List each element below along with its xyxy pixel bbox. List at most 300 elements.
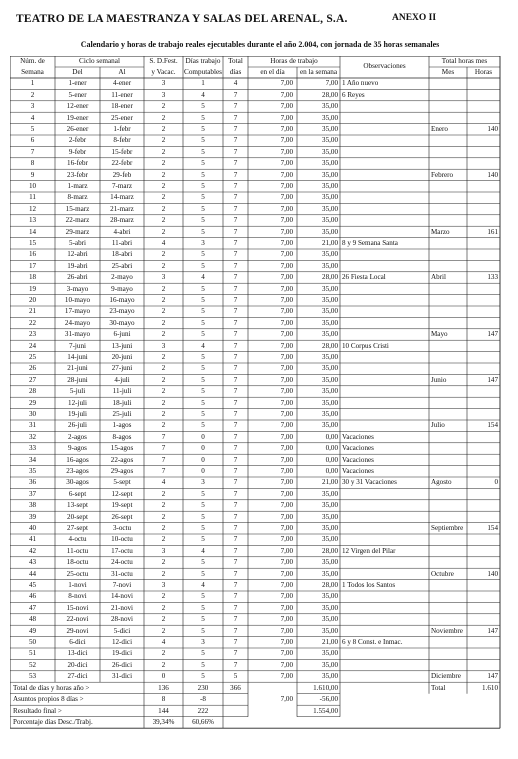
week-start: 21-juni bbox=[67, 364, 88, 373]
work-days-count: 5 bbox=[201, 672, 205, 681]
hours-per-week: 35,00 bbox=[322, 558, 338, 567]
week-number: 21 bbox=[28, 307, 37, 316]
week-number: 49 bbox=[28, 626, 37, 635]
total-days: 7 bbox=[233, 387, 238, 396]
week-end: 25-ener bbox=[111, 113, 133, 122]
hours-per-week: 21,00 bbox=[322, 478, 338, 487]
work-days-count: 0 bbox=[201, 432, 205, 441]
total-days: 7 bbox=[233, 159, 238, 168]
hours-per-day: 7,00 bbox=[280, 398, 293, 407]
totals-days bbox=[223, 694, 248, 705]
total-days: 7 bbox=[233, 341, 238, 350]
holidays-count: 2 bbox=[161, 592, 166, 601]
hours-per-day: 7,00 bbox=[280, 250, 293, 259]
month-name: Febrero bbox=[431, 170, 454, 179]
work-days-count: 5 bbox=[201, 569, 205, 578]
hours-per-week: 7,00 bbox=[325, 79, 338, 88]
week-end: 26-sept bbox=[111, 512, 133, 521]
week-start: 30-agos bbox=[66, 478, 89, 487]
week-number: 46 bbox=[28, 592, 37, 601]
total-days: 7 bbox=[233, 227, 238, 236]
hours-per-week: 0,00 bbox=[325, 455, 338, 464]
hours-per-day: 7,00 bbox=[280, 147, 293, 156]
hours-per-week: 35,00 bbox=[322, 592, 338, 601]
week-end: 4-abri bbox=[113, 227, 131, 236]
total-days: 7 bbox=[233, 478, 238, 487]
week-end: 18-abri bbox=[111, 250, 133, 259]
work-days-count: 5 bbox=[201, 558, 205, 567]
holidays-count: 2 bbox=[161, 181, 166, 190]
observation-text: 30 y 31 Vacaciones bbox=[342, 478, 397, 487]
week-number: 34 bbox=[28, 455, 37, 464]
total-days: 7 bbox=[233, 523, 238, 532]
week-end: 4-ener bbox=[112, 79, 132, 88]
header-to: Al bbox=[118, 68, 126, 76]
hours-per-day: 7,00 bbox=[280, 113, 293, 122]
hours-per-week: 28,00 bbox=[322, 580, 338, 589]
observation-text: Vacaciones bbox=[342, 444, 374, 453]
hours-per-week: 35,00 bbox=[322, 603, 338, 612]
hours-per-day: 7,00 bbox=[280, 489, 293, 498]
holidays-count: 4 bbox=[161, 478, 166, 487]
header-hours-week: en la semana bbox=[299, 68, 338, 76]
week-end: 25-juli bbox=[112, 409, 132, 418]
month-hours: 147 bbox=[487, 626, 498, 635]
work-days-count: 5 bbox=[201, 124, 205, 133]
total-days: 7 bbox=[233, 330, 238, 339]
holidays-count: 2 bbox=[161, 295, 166, 304]
holidays-count: 3 bbox=[161, 90, 166, 99]
total-days: 7 bbox=[233, 307, 238, 316]
week-end: 23-mayo bbox=[109, 307, 135, 316]
observation-text bbox=[342, 170, 428, 181]
header-total-days: Total bbox=[228, 57, 243, 65]
week-end: 16-mayo bbox=[109, 295, 135, 304]
observation-text bbox=[342, 135, 428, 146]
week-start: 20-sept bbox=[67, 512, 88, 521]
observation-text bbox=[342, 614, 428, 625]
work-days-count: 5 bbox=[201, 523, 205, 532]
hours-per-day: 7,00 bbox=[280, 672, 293, 681]
hours-per-day: 7,00 bbox=[280, 592, 293, 601]
totals-work-days: 230 bbox=[197, 683, 209, 692]
hours-per-week: 35,00 bbox=[322, 409, 338, 418]
observation-text bbox=[342, 295, 428, 306]
month-hours: 0 bbox=[494, 478, 498, 487]
total-days: 4 bbox=[233, 79, 238, 88]
week-number: 28 bbox=[28, 387, 37, 396]
week-start: 8-novi bbox=[68, 592, 87, 601]
week-start: 29-novi bbox=[66, 626, 89, 635]
totals-holidays: 144 bbox=[158, 706, 169, 715]
holidays-count: 2 bbox=[161, 124, 166, 133]
month-name: Diciembre bbox=[431, 672, 461, 681]
holidays-count: 2 bbox=[161, 102, 166, 111]
hours-per-week: 21,00 bbox=[322, 637, 338, 646]
week-end: 15-agos bbox=[110, 444, 134, 453]
week-number: 37 bbox=[28, 489, 37, 498]
hours-per-week: 35,00 bbox=[322, 295, 338, 304]
totals-month-hours bbox=[467, 717, 498, 728]
work-days-count: 5 bbox=[201, 159, 205, 168]
week-number: 2 bbox=[30, 90, 35, 99]
week-end: 19-dici bbox=[111, 649, 133, 658]
week-start: 27-dici bbox=[67, 672, 88, 681]
total-days: 7 bbox=[233, 375, 238, 384]
observation-text bbox=[342, 512, 428, 523]
hours-per-day: 7,00 bbox=[280, 364, 293, 373]
observation-text: 6 Reyes bbox=[342, 90, 365, 99]
week-start: 6-dici bbox=[69, 637, 86, 646]
week-start: 15-novi bbox=[66, 603, 89, 612]
hours-per-day: 7,00 bbox=[280, 478, 293, 487]
week-start: 13-dici bbox=[67, 649, 88, 658]
work-days-count: 5 bbox=[201, 147, 205, 156]
hours-per-day: 7,00 bbox=[280, 227, 293, 236]
week-end: 26-dici bbox=[111, 660, 133, 669]
total-days: 7 bbox=[233, 444, 238, 453]
holidays-count: 2 bbox=[161, 535, 166, 544]
holidays-count: 2 bbox=[161, 615, 166, 624]
header-work-days-2: Computables bbox=[184, 68, 222, 76]
holidays-count: 2 bbox=[161, 660, 166, 669]
week-number: 26 bbox=[28, 364, 37, 373]
month-name: Septiembre bbox=[431, 523, 464, 532]
work-calendar-table bbox=[10, 56, 510, 753]
week-end: 20-juni bbox=[111, 352, 133, 361]
hours-per-day: 7,00 bbox=[280, 102, 293, 111]
total-days: 7 bbox=[233, 170, 238, 179]
hours-per-week: 35,00 bbox=[322, 216, 338, 225]
week-start: 20-dici bbox=[67, 660, 88, 669]
observation-text bbox=[342, 124, 428, 135]
header-work-hours: Horas de trabajo bbox=[270, 57, 318, 65]
week-number: 43 bbox=[28, 558, 37, 567]
total-days: 7 bbox=[233, 580, 238, 589]
hours-per-day: 7,00 bbox=[280, 136, 293, 145]
hours-per-day: 7,00 bbox=[280, 660, 293, 669]
hours-per-day: 7,00 bbox=[280, 466, 293, 475]
work-days-count: 0 bbox=[201, 455, 205, 464]
month-hours: 147 bbox=[487, 672, 498, 681]
total-days: 7 bbox=[233, 181, 238, 190]
week-start: 31-mayo bbox=[64, 330, 91, 339]
hours-per-day: 7,00 bbox=[280, 637, 293, 646]
observation-text bbox=[342, 591, 428, 602]
week-end: 10-octu bbox=[111, 535, 133, 544]
hours-per-week: 35,00 bbox=[322, 181, 338, 190]
total-days: 7 bbox=[233, 352, 238, 361]
total-days: 7 bbox=[233, 318, 238, 327]
hours-per-day: 7,00 bbox=[280, 387, 293, 396]
week-start: 16-agos bbox=[66, 455, 89, 464]
week-end: 18-juli bbox=[112, 398, 132, 407]
work-days-count: 1 bbox=[201, 79, 205, 88]
hours-per-day: 7,00 bbox=[280, 318, 293, 327]
header-hours: Horas bbox=[474, 68, 493, 76]
total-days: 7 bbox=[233, 615, 238, 624]
week-number: 3 bbox=[30, 102, 35, 111]
observation-text: Vacaciones bbox=[342, 432, 374, 441]
hours-per-day: 7,00 bbox=[280, 216, 293, 225]
week-end: 1-agos bbox=[112, 421, 132, 430]
hours-per-day: 7,00 bbox=[280, 444, 293, 453]
week-start: 22-novi bbox=[66, 615, 89, 624]
observation-text bbox=[342, 500, 428, 511]
total-days: 7 bbox=[233, 124, 238, 133]
week-end: 8-febr bbox=[113, 136, 131, 145]
hours-per-week: 0,00 bbox=[325, 466, 338, 475]
header-week-number: Núm. de bbox=[20, 57, 45, 65]
totals-hours-week: 1.554,00 bbox=[313, 706, 338, 715]
hours-per-week: 28,00 bbox=[322, 341, 338, 350]
header-holidays: S. D.Fest. bbox=[149, 57, 178, 65]
hours-per-week: 35,00 bbox=[322, 136, 338, 145]
holidays-count: 2 bbox=[161, 603, 166, 612]
week-number: 30 bbox=[28, 409, 37, 418]
week-end: 6-juni bbox=[113, 330, 131, 339]
hours-per-day: 7,00 bbox=[280, 90, 293, 99]
header-week-number-2: Semana bbox=[21, 68, 44, 76]
week-end: 29-feb bbox=[112, 170, 132, 179]
totals-work-days: 222 bbox=[197, 706, 209, 715]
holidays-count: 2 bbox=[161, 159, 166, 168]
totals-label: Asuntos propios 8 días > bbox=[13, 695, 84, 703]
week-start: 19-ener bbox=[66, 113, 89, 122]
work-days-count: 5 bbox=[201, 352, 205, 361]
week-number: 35 bbox=[28, 466, 37, 475]
hours-per-day: 7,00 bbox=[280, 295, 293, 304]
hours-per-day: 7,00 bbox=[280, 580, 293, 589]
work-days-count: 5 bbox=[201, 512, 205, 521]
hours-per-week: 35,00 bbox=[322, 284, 338, 293]
observation-text bbox=[342, 569, 428, 580]
week-end: 3-octu bbox=[112, 523, 132, 532]
observation-text bbox=[342, 227, 428, 238]
week-end: 7-novi bbox=[112, 580, 132, 589]
totals-holidays: 8 bbox=[161, 695, 166, 703]
hours-per-day: 7,00 bbox=[280, 79, 293, 88]
week-start: 11-octu bbox=[66, 546, 89, 555]
holidays-count: 2 bbox=[161, 501, 166, 510]
week-number: 18 bbox=[28, 273, 37, 282]
week-start: 5-juli bbox=[69, 387, 86, 396]
week-start: 5-ener bbox=[68, 90, 87, 99]
observation-text bbox=[342, 215, 428, 226]
week-number: 50 bbox=[28, 637, 37, 646]
week-start: 9-agos bbox=[68, 444, 87, 453]
week-end: 5-sept bbox=[113, 478, 131, 487]
week-end: 14-marz bbox=[110, 193, 134, 202]
month-hours: 147 bbox=[487, 375, 498, 384]
week-start: 24-mayo bbox=[64, 318, 91, 327]
holidays-count: 2 bbox=[161, 227, 166, 236]
hours-per-week: 35,00 bbox=[322, 330, 338, 339]
work-days-count: 5 bbox=[201, 649, 205, 658]
work-days-count: 5 bbox=[201, 102, 205, 111]
observation-text: 12 Virgen del Pilar bbox=[342, 546, 396, 555]
observation-text bbox=[342, 648, 428, 659]
week-end: 17-octu bbox=[111, 546, 133, 555]
holidays-count: 2 bbox=[161, 421, 166, 430]
work-days-count: 5 bbox=[201, 227, 205, 236]
document-subtitle: Calendario y horas de trabajo reales ejecutables durante el año 2.004, con jornada de 35 horas semanales bbox=[80, 40, 440, 49]
hours-per-week: 35,00 bbox=[322, 649, 338, 658]
totals-month-label bbox=[431, 717, 466, 728]
work-days-count: 5 bbox=[201, 603, 205, 612]
totals-label: Resultado final > bbox=[13, 706, 62, 715]
observation-text bbox=[342, 626, 428, 637]
hours-per-day: 7,00 bbox=[280, 615, 293, 624]
observation-text: Vacaciones bbox=[342, 455, 374, 464]
week-start: 22-marz bbox=[65, 216, 90, 225]
total-days: 7 bbox=[233, 660, 238, 669]
holidays-count: 2 bbox=[161, 170, 166, 179]
hours-per-week: 35,00 bbox=[322, 159, 338, 168]
totals-hours-day bbox=[248, 683, 293, 694]
holidays-count: 2 bbox=[161, 626, 166, 635]
totals-work-days: 60,66% bbox=[192, 718, 214, 726]
totals-label: Porcentaje días Desc./Trabj. bbox=[13, 718, 93, 726]
header-from: Del bbox=[72, 68, 83, 76]
week-end: 4-juli bbox=[114, 375, 130, 384]
month-hours: 154 bbox=[487, 523, 498, 532]
week-start: 26-ener bbox=[66, 124, 89, 133]
hours-per-week: 35,00 bbox=[322, 569, 338, 578]
week-number: 17 bbox=[28, 261, 37, 270]
hours-per-week: 35,00 bbox=[322, 535, 338, 544]
document-title: TEATRO DE LA MAESTRANZA Y SALAS DEL ARENAL, S.A. bbox=[16, 13, 348, 25]
week-number: 9 bbox=[30, 170, 35, 179]
hours-per-day: 7,00 bbox=[280, 330, 293, 339]
hours-per-day: 7,00 bbox=[280, 421, 293, 430]
observation-text bbox=[342, 284, 428, 295]
observation-text bbox=[342, 352, 428, 363]
week-start: 14-juni bbox=[67, 352, 88, 361]
holidays-count: 7 bbox=[161, 455, 166, 464]
week-end: 5-dici bbox=[113, 626, 131, 635]
work-days-count: 5 bbox=[201, 136, 205, 145]
week-start: 13-sept bbox=[67, 501, 88, 510]
hours-per-week: 28,00 bbox=[322, 273, 338, 282]
total-days: 7 bbox=[233, 501, 238, 510]
month-name: Abril bbox=[431, 273, 446, 282]
observation-text bbox=[342, 261, 428, 272]
week-end: 19-sept bbox=[111, 501, 133, 510]
hours-per-day: 7,00 bbox=[280, 569, 293, 578]
week-end: 11-ener bbox=[111, 90, 133, 99]
observation-text bbox=[342, 603, 428, 614]
holidays-count: 2 bbox=[161, 193, 166, 202]
month-hours: 140 bbox=[487, 569, 498, 578]
hours-per-day: 7,00 bbox=[280, 626, 293, 635]
observation-text: 6 y 8 Const. e Inmac. bbox=[342, 637, 403, 646]
month-hours: 140 bbox=[487, 170, 498, 179]
hours-per-day: 7,00 bbox=[280, 455, 293, 464]
work-days-count: 4 bbox=[201, 341, 205, 350]
hours-per-day: 7,00 bbox=[280, 341, 293, 350]
observation-text bbox=[342, 420, 428, 431]
observation-text bbox=[342, 363, 428, 374]
holidays-count: 7 bbox=[161, 444, 166, 453]
totals-month-label bbox=[431, 706, 466, 717]
totals-month-hours: 1.610 bbox=[482, 683, 498, 692]
week-start: 1-ener bbox=[68, 79, 87, 88]
hours-per-week: 35,00 bbox=[322, 364, 338, 373]
holidays-count: 2 bbox=[161, 569, 166, 578]
month-hours: 140 bbox=[487, 124, 498, 133]
week-start: 26-juli bbox=[68, 421, 87, 430]
week-number: 52 bbox=[28, 660, 37, 669]
week-number: 31 bbox=[28, 421, 37, 430]
week-end: 12-sept bbox=[111, 489, 133, 498]
total-days: 7 bbox=[233, 364, 238, 373]
total-days: 7 bbox=[233, 261, 238, 270]
total-days: 5 bbox=[233, 672, 238, 681]
hours-per-week: 35,00 bbox=[322, 318, 338, 327]
holidays-count: 2 bbox=[161, 147, 166, 156]
hours-per-week: 0,00 bbox=[325, 444, 338, 453]
holidays-count: 0 bbox=[161, 672, 166, 681]
week-number: 39 bbox=[28, 512, 37, 521]
observation-text bbox=[342, 660, 428, 671]
month-name: Noviembre bbox=[431, 626, 463, 635]
hours-per-week: 35,00 bbox=[322, 672, 338, 681]
hours-per-week: 35,00 bbox=[322, 352, 338, 361]
work-days-count: 3 bbox=[201, 238, 205, 247]
week-number: 19 bbox=[28, 284, 37, 293]
week-number: 8 bbox=[30, 159, 35, 168]
week-end: 27-juni bbox=[111, 364, 133, 373]
month-name: Julio bbox=[431, 421, 445, 430]
total-days: 7 bbox=[233, 649, 238, 658]
observation-text bbox=[342, 398, 428, 409]
hours-per-day: 7,00 bbox=[280, 409, 293, 418]
hours-per-week: 35,00 bbox=[322, 124, 338, 133]
header-holidays-2: y Vacac. bbox=[151, 68, 176, 76]
total-days: 7 bbox=[233, 432, 238, 441]
holidays-count: 2 bbox=[161, 364, 166, 373]
totals-hours-week: 1.610,00 bbox=[313, 683, 338, 692]
totals-month-label: Total bbox=[431, 683, 446, 692]
week-number: 11 bbox=[29, 193, 36, 202]
hours-per-week: 21,00 bbox=[322, 238, 338, 247]
work-days-count: 0 bbox=[201, 444, 205, 453]
observation-text bbox=[342, 409, 428, 420]
month-hours: 147 bbox=[487, 330, 498, 339]
work-days-count: 5 bbox=[201, 181, 205, 190]
month-hours: 154 bbox=[487, 421, 498, 430]
total-days: 7 bbox=[233, 569, 238, 578]
week-number: 12 bbox=[28, 204, 37, 213]
holidays-count: 2 bbox=[161, 387, 166, 396]
week-number: 45 bbox=[28, 580, 37, 589]
total-days: 7 bbox=[233, 90, 238, 99]
hours-per-day: 7,00 bbox=[280, 238, 293, 247]
hours-per-day: 7,00 bbox=[280, 603, 293, 612]
total-days: 7 bbox=[233, 238, 238, 247]
holidays-count: 2 bbox=[161, 216, 166, 225]
holidays-count: 3 bbox=[161, 79, 166, 88]
header-total-days-2: días bbox=[229, 68, 242, 76]
holidays-count: 2 bbox=[161, 523, 166, 532]
totals-month-hours bbox=[467, 706, 498, 717]
work-days-count: 5 bbox=[201, 330, 205, 339]
week-start: 7-juni bbox=[69, 341, 86, 350]
total-days: 7 bbox=[233, 558, 238, 567]
header-weekly-cycle: Ciclo semanal bbox=[79, 57, 120, 65]
total-days: 7 bbox=[233, 466, 238, 475]
